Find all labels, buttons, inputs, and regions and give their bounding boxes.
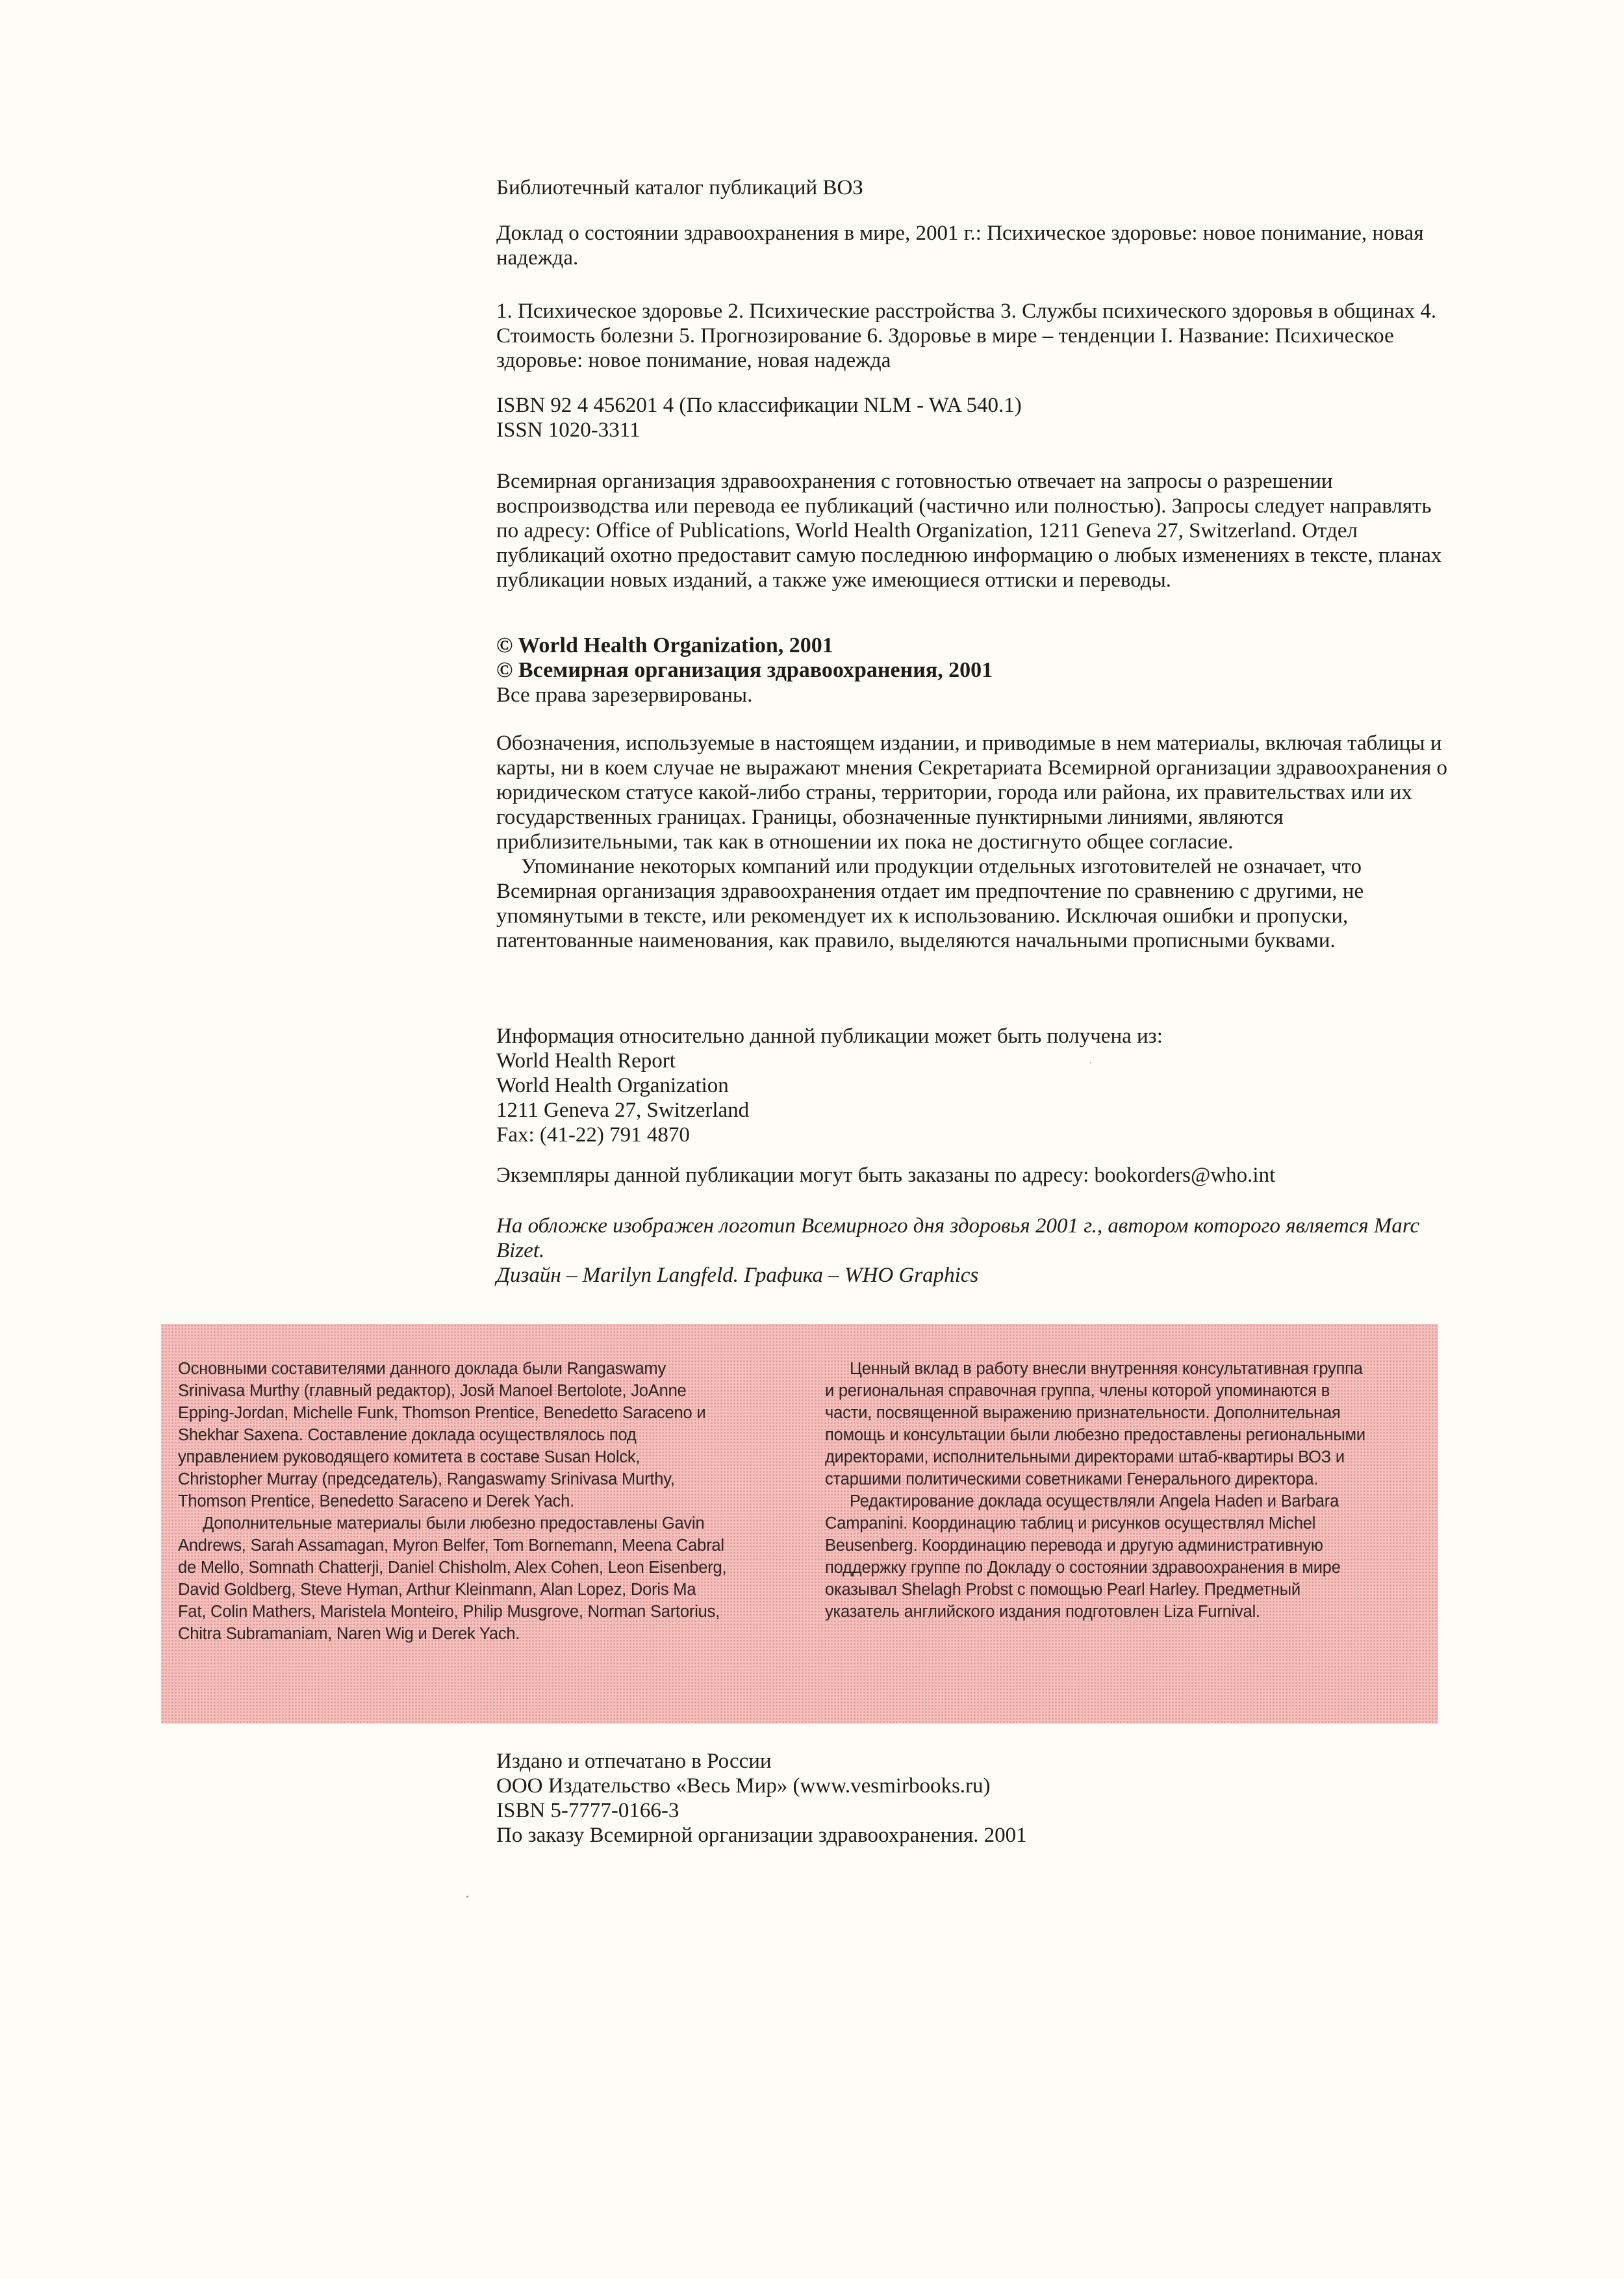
catalog-issn: ISSN 1020-3311 [496, 418, 641, 442]
catalog-heading [496, 175, 1458, 200]
cover-credit-design: Дизайн – Marilyn Langfeld. Графика – WHO Graphics [496, 1264, 979, 1287]
publisher-line-2: ООО Издательство «Весь Мир» (www.vesmirbooks.ru) [496, 1774, 991, 1798]
publisher-line-4: По заказу Всемирной организации здравоохранения. 2001 [496, 1824, 1027, 1847]
catalog-heading-text: Библиотечный каталог публикаций ВОЗ [496, 176, 863, 199]
orders-text: Экземпляры данной публикации могут быть заказаны по адресу: bookorders@who.int [496, 1164, 1276, 1187]
contact-fax: Fax: (41-22) 791 4870 [496, 1123, 690, 1147]
copyright-who: © World Health Organization, 2001 [496, 633, 833, 657]
cover-credit-block [496, 1214, 1458, 1288]
credits-right-column [825, 1358, 1374, 1623]
disclaimer-block [496, 731, 1458, 953]
publisher-block [496, 1749, 1458, 1848]
catalog-subjects-text: 1. Психическое здоровье 2. Психические расстройства 3. Службы психического здоровья в общинах 4. Стоимость болезни 5. Прогнозирование 6. Здоровье в мире – тенденции I. Название: Психическое здоровье: новое понимание, новая надежда [496, 299, 1437, 372]
catalog-subjects [496, 299, 1458, 373]
copyright-voz: © Всемирная организация здравоохранения, 2001 [496, 658, 993, 682]
catalog-title [496, 221, 1458, 270]
credits-right-paragraph-2: Редактирование доклада осуществляли Angela Haden и Barbara Campanini. Координацию таблиц и рисунков осуществлял Michel Beusenberg. Координацию перевода и другую административную поддержку группе по Докладу о состоянии здравоохранения в мире оказывал Shelagh Probst с помощью Pearl Harley. Предметный указатель английского издания подготовлен Liza Furnival. [825, 1492, 1341, 1621]
contact-line-report: World Health Report [496, 1049, 676, 1073]
contact-intro: Информация относительно данной публикации может быть получена из: [496, 1025, 1163, 1048]
rights-reserved: Все права зарезервированы. [496, 683, 753, 707]
cover-credit-logo: На обложке изображен логотип Всемирного дня здоровья 2001 г., автором которого является Marc Bizet. [496, 1214, 1420, 1262]
credits-right-paragraph-1: Ценный вклад в работу внесли внутренняя консультативная группа и региональная справочная группа, члены которой упоминаются в части, посвященной выражению признательности. Дополнительная помощь и консультации были любезно предоставлены региональными директорами, исполнительными директорами штаб-квартиры ВОЗ и старшими политическими советниками Генерального директора. [825, 1360, 1365, 1488]
credits-panel [161, 1324, 1438, 1724]
publisher-line-3: ISBN 5-7777-0166-3 [496, 1799, 679, 1822]
credits-left-paragraph-2: Дополнительные материалы были любезно предоставлены Gavin Andrews, Sarah Assamagan, Myron Belfer, Tom Bornemann, Meena Cabral de Mello, Somnath Chatterji, Daniel Chisholm, Alex Cohen, Leon Eisenberg, David Goldberg, Steve Hyman, Arthur Kleinmann, Alan Lopez, Doris Ma Fat, Colin Mathers, Maristela Monteiro, Philip Musgrove, Norman Sartorius, Chitra Subramaniam, Naren Wig и Derek Yach. [178, 1514, 727, 1643]
credits-left-paragraph-1: Основными составителями данного доклада были Rangaswamy Srinivasa Murthy (главный редактор), Josй Manoel Bertolote, JoAnne Epping-Jordan, Michelle Funk, Thomson Prentice, Benedetto Saraceno и Shekhar Saxena. Составление доклада осуществлялось под управлением руководящего комитета в составе Susan Holck, Christopher Murray (председатель), Rangaswamy Srinivasa Murthy, Thomson Prentice, Benedetto Saraceno и Derek Yach. [178, 1360, 706, 1510]
contact-line-org: World Health Organization [496, 1074, 729, 1097]
publisher-line-1: Издано и отпечатано в России [496, 1750, 772, 1773]
disclaimer-paragraph-2: Упоминание некоторых компаний или продукции отдельных изготовителей не означает, что Всемирная организация здравоохранения отдает им предпочтение по сравнению с другими, не упомянутыми в тексте, или рекомендует их к использованию. Исключая ошибки и пропуски, патентованные наименования, как правило, выделяются начальными прописными буквами. [496, 855, 1364, 952]
scan-speck [1090, 1062, 1091, 1063]
disclaimer-paragraph-1: Обозначения, используемые в настоящем издании, и приводимые в нем материалы, включая таблицы и карты, ни в коем случае не выражают мнения Секретариата Всемирной организации здравоохранения о юридическом статусе какой-либо страны, территории, города или района, их правительствах или их государственных границах. Границы, обозначенные пунктирными линиями, являются приблизительными, так как в отношении их пока не достигнуто общее согласие. [496, 732, 1448, 854]
catalog-identifiers [496, 393, 1458, 442]
permissions-text: Всемирная организация здравоохранения с готовностью отвечает на запросы о разрешении воспроизводства или перевода ее публикаций (частично или полностью). Запросы следует направлять по адресу: Office of Publications, World Health Organization, 1211 Geneva 27, Switzerland. Отдел публикаций охотно предоставит самую последнюю информацию о любых изменениях в тексте, планах публикации новых изданий, а также уже имеющиеся оттиски и переводы. [496, 470, 1442, 592]
permissions-block [496, 469, 1458, 592]
catalog-title-text: Доклад о состоянии здравоохранения в мире, 2001 г.: Психическое здоровье: новое понимание, новая надежда. [496, 222, 1424, 270]
copyright-block [496, 633, 1458, 707]
orders-block [496, 1163, 1458, 1188]
catalog-isbn: ISBN 92 4 456201 4 (По классификации NLM - WA 540.1) [496, 394, 1022, 417]
contact-block [496, 1024, 1458, 1147]
contact-line-address: 1211 Geneva 27, Switzerland [496, 1099, 750, 1122]
scan-speck [466, 1896, 468, 1898]
credits-left-column [178, 1358, 727, 1645]
